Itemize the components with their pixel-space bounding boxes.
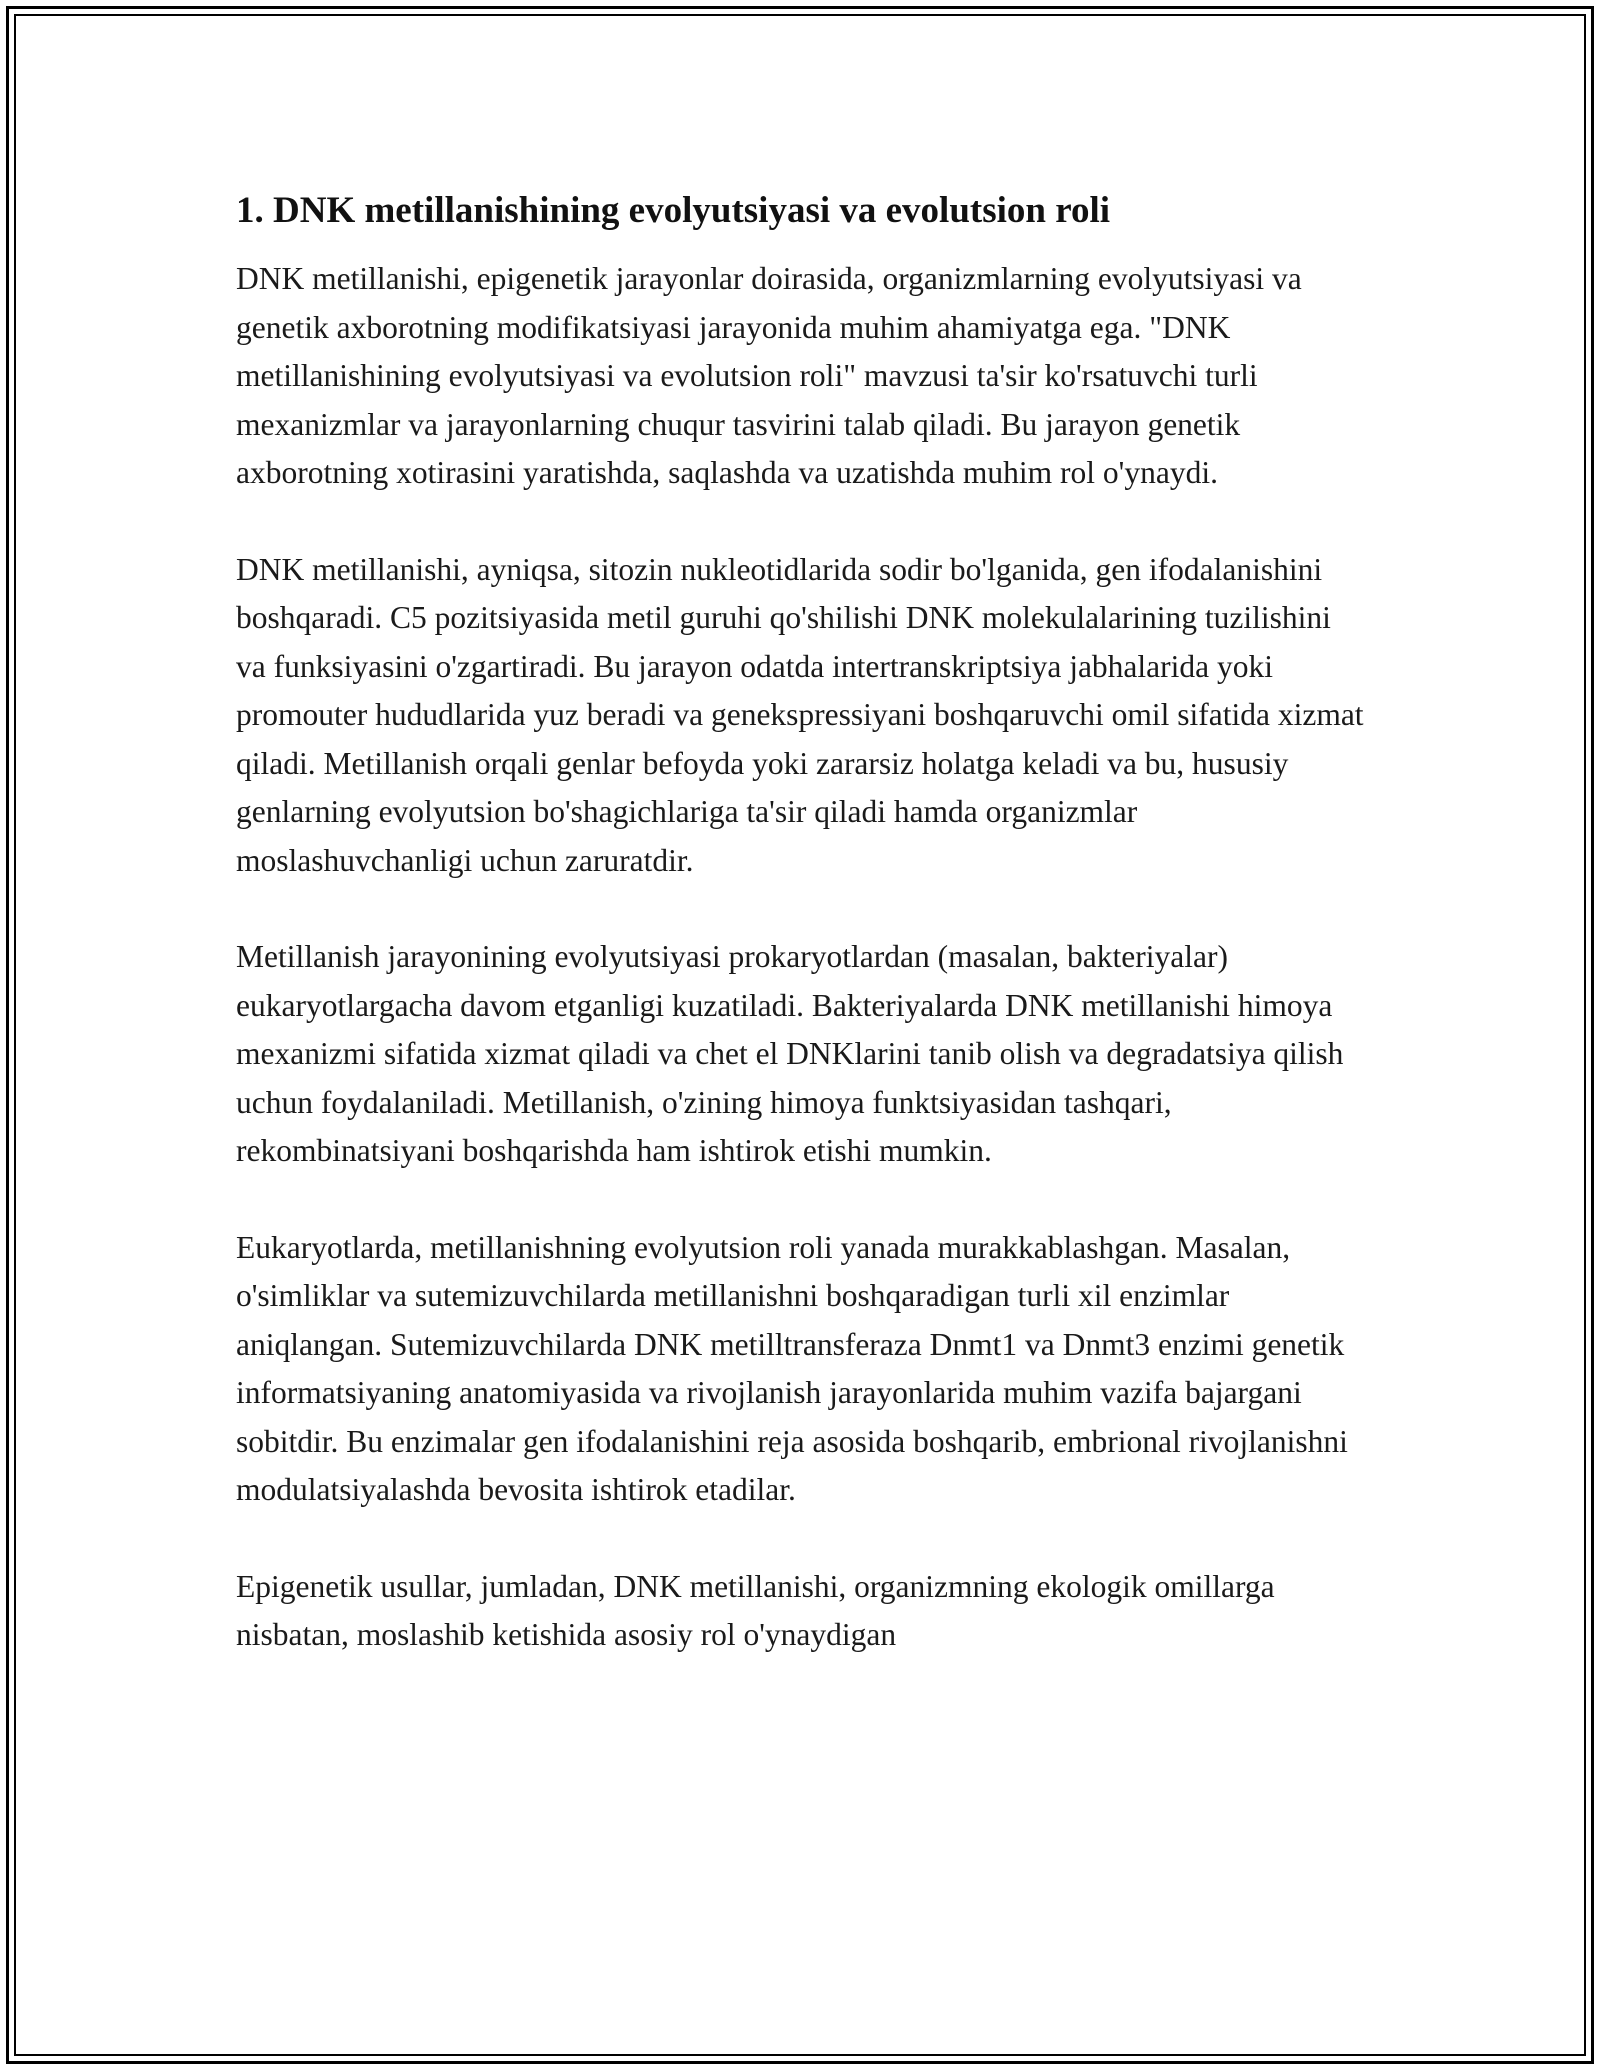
paragraph-2: DNK metillanishi, ayniqsa, sitozin nukleotidlarida sodir bo'lganida, gen ifodalanishini boshqaradi. C5 pozitsiyasida metil guruhi qo'shilishi DNK molekulalarining tuzilishini va funksiyasini o'zgartiradi. Bu jarayon odatda intertranskriptsiya jabhalarida yoki promouter hududlarida yuz beradi va genekspressiyani boshqaruvchi omil sifatida xizmat qiladi. Metillanish orqali genlar befoyda yoki zararsiz holatga keladi va bu, hususiy genlarning evolyutsion bo'shagichlariga ta'sir qiladi hamda organizmlar moslashuvchanligi uchun zaruratdir. — [236, 551, 1364, 878]
document-body — [236, 185, 1366, 1708]
paragraph-3: Metillanish jarayonining evolyutsiyasi prokaryotlardan (masalan, bakteriyalar) eukaryotlargacha davom etganligi kuzatiladi. Bakteriyalarda DNK metillanishi himoya mexanizmi sifatida xizmat qiladi va chet el DNKlarini tanib olish va degradatsiya qilish uchun foydalaniladi. Metillanish, o'zining himoya funktsiyasidan tashqari, rekombinatsiyani boshqarishda ham ishtirok etishi mumkin. — [236, 939, 1344, 1168]
paragraph-4: Eukaryotlarda, metillanishning evolyutsion roli yanada murakkablashgan. Masalan, o'simliklar va sutemizuvchilarda metillanishni boshqaradigan turli xil enzimlar aniqlangan. Sutemizuvchilarda DNK metilltransferaza Dnmt1 va Dnmt3 enzimi genetik informatsiyaning anatomiyasida va rivojlanish jarayonlarida muhim vazifa bajargani sobitdir. Bu enzimalar gen ifodalanishini reja asosida boshqarib, embrional rivojlanishni modulatsiyalashda bevosita ishtirok etadilar. — [236, 1229, 1348, 1507]
paragraph-5: Epigenetik usullar, jumladan, DNK metillanishi, organizmning ekologik omillarga nisbatan, moslashib ketishida asosiy rol o'ynaydigan — [236, 1568, 1275, 1652]
section-title: 1. DNK metillanishining evolyutsiyasi va evolutsion roli — [236, 190, 1111, 231]
paragraph-1: DNK metillanishi, epigenetik jarayonlar doirasida, organizmlarning evolyutsiyasi va genetik axborotning modifikatsiyasi jarayonida muhim ahamiyatga ega. "DNK metillanishining evolyutsiyasi va evolutsion roli" mavzusi ta'sir ko'rsatuvchi turli mexanizmlar va jarayonlarning chuqur tasvirini talab qiladi. Bu jarayon genetik axborotning xotirasini yaratishda, saqlashda va uzatishda muhim rol o'ynaydi. — [236, 261, 1302, 490]
